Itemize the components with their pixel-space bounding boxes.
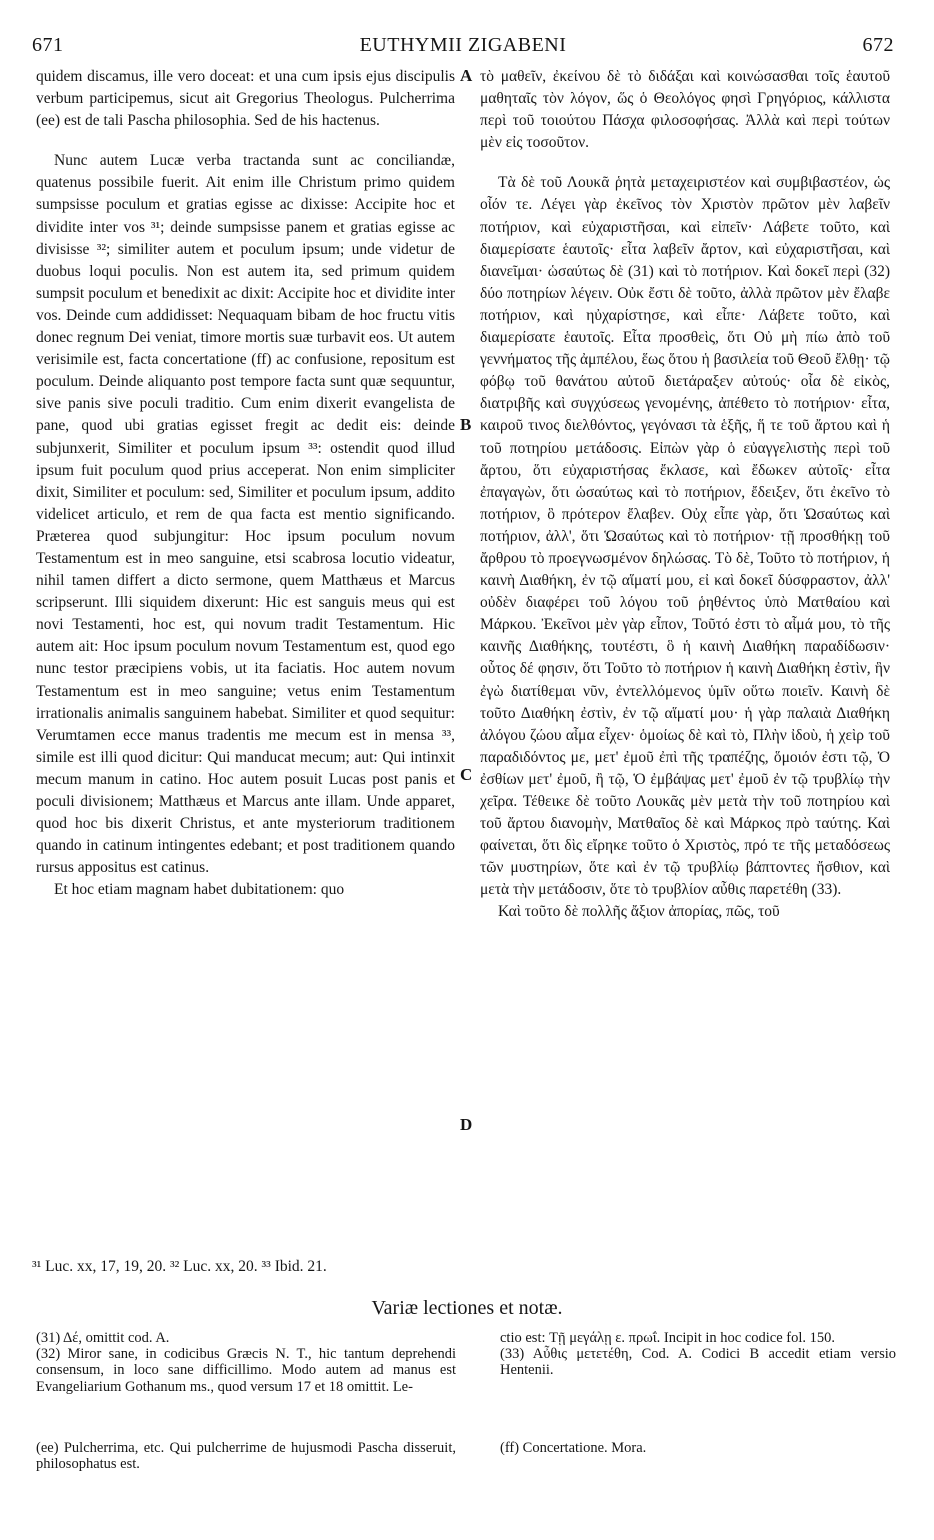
variae-notes-right <box>500 1330 896 1379</box>
variant-note: ctio est: Τῇ μεγάλῃ ε. πρωΐ. Incipit in hoc codice fol. 150. <box>500 1330 836 1346</box>
page-number-right: 672 <box>862 34 894 56</box>
variant-note: (33) Αὖθις μετετέθη, Cod. A. Codici B accedit etiam versio Hentenii. <box>500 1346 896 1379</box>
greek-column <box>480 66 890 924</box>
variant-note: (31) Δέ, omittit cod. A. <box>36 1330 170 1346</box>
margin-marker-b: B <box>460 415 472 434</box>
footnote-ee: (ee) Pulcherrima, etc. Qui pulcherrime de hujusmodi Pascha disseruit, philosophatus est. <box>36 1440 456 1473</box>
margin-marker-a: A <box>460 66 473 85</box>
page-number-left: 671 <box>32 34 64 56</box>
variant-note: (32) Miror sane, in codicibus Græcis N. T., hic tantum deprehendi consensum, in loco sane difficillimo. Modo autem ad manus est Evangeliarium Gothanum ms., quod versum 17 et 18 omittit. Le- <box>36 1346 456 1395</box>
latin-paragraph: quidem discamus, ille vero doceat: et una cum ipsis ejus discipulis verbum participemus, sicut ait Gregorius Theologus. Pulcherrima (ee) est de tali Pascha philosophia. Sed de his hactenus. <box>36 68 455 130</box>
latin-column <box>36 66 455 901</box>
page-header <box>32 34 894 60</box>
variae-lectiones-title: Variæ lectiones et notæ. <box>371 1297 563 1319</box>
running-title: EUTHYMII ZIGABENI <box>359 34 567 56</box>
footnote-ff: (ff) Concertatione. Mora. <box>500 1440 647 1456</box>
margin-marker-d: D <box>460 1115 473 1134</box>
variae-notes-left <box>36 1330 456 1395</box>
greek-paragraph: Τὰ δὲ τοῦ Λουκᾶ ῥητὰ μεταχειριστέον καὶ συμβιβαστέον, ὡς οἷόν τε. Λέγει γὰρ ἐκεῖνος τὸν Χριστὸν πρῶτον μὲν λαβεῖν ποτήριον, καὶ εὐχαριστῆσαι, καὶ εἰπεῖν· Λάβετε τοῦτο, καὶ διαμερίσατε ἑαυτοῖς· εἶτα λαβεῖν ἄρτον, καὶ εὐχαριστῆσαι, καὶ διανεῖμαι· ὡσαύτως δὲ (31) καὶ τὸ ποτήριον. Καὶ δοκεῖ περὶ (32) δύο ποτηρίων λέγειν. Οὐκ ἔστι δὲ τοῦτο, ἀλλὰ πρῶτον μὲν ἔλαβε ποτήριον, καὶ ηὐχαρίστησε, καὶ εἶπε· Λάβετε τοῦτο, καὶ διαμερίσατε ἑαυτοῖς. Εἶτα προσθεὶς, ὅτι Οὐ μὴ πίω ἀπὸ τοῦ γεννήματος τῆς ἀμπέλου, ἕως ὅτου ἡ βασιλεία τοῦ Θεοῦ ἔλθῃ· τῷ φόβῳ τοῦ θανάτου αὐτοῦ διετάραξεν αὐτούς· οἷα δὲ εἰκὸς, διατριβῆς καὶ συγχύσεως γενομένης, ἀπέθετο τὸ ποτήριον· εἶτα, καιροῦ τινος διελθόντος, γεγόνασι τὰ ἑξῆς, ἥ τε τοῦ ἄρτου καὶ ἡ τοῦ ποτηρίου μετάδοσις. Εἰπὼν γὰρ ὁ εὐαγγελιστὴς περὶ τοῦ ἄρτου, ὅτι εὐχαριστήσας ἔκλασε, καὶ ἔδωκεν αὐτοῖς· εἶτα ἐπαγαγὼν, ὅτι ὡσαύτως καὶ τὸ ποτήριον, ἔδειξεν, ὅτι ἐκεῖνο τὸ ποτήριον, ὃ πρότερον ἔλαβεν. Οὐχ εἶπε γὰρ, ὅτι Ὡσαύτως καὶ ποτήριον, ἀλλ', ὅτι Ὡσαύτως καὶ τὸ ποτήριον· τῇ προσθήκῃ τοῦ ἄρθρου τὸ προεγνωσμένον δηλώσας. Τὸ δὲ, Τοῦτο τὸ ποτήριον, ἡ καινὴ Διαθήκη, ἐν τῷ αἵματί μου, εἰ καὶ δοκεῖ δύσφραστον, ἀλλ' οὐδὲν διαφέρει τοῦ λόγου τοῦ ῥηθέντος ὑπὸ Ματθαίου καὶ Μάρκου. Ἐκεῖνοι μὲν γὰρ εἶπον, Τοῦτό ἐστι τὸ αἷμά μου, τὸ τῆς καινῆς Διαθήκης, τουτέστι, ὃ ἡ καινὴ Διαθήκη παραδίδωσιν· οὗτος δέ φησιν, ὅτι Τοῦτο τὸ ποτήριον ἡ καινὴ Διαθήκη ἐστὶν, ἣν ἐγὼ διατίθεμαι νῦν, ἐντελλόμενος ὑμῖν οὕτω ποιεῖν. Καινὴ δὲ τοῦτο Διαθήκη ἐστὶν, ἐν τῷ αἵματί μου· ἡ γὰρ παλαιὰ Διαθήκη ἀλόγου ζώου αἷμα εἶχεν· ὁμοίως δὲ καὶ τὸ, Πλὴν ἰδοὺ, ἡ χεὶρ τοῦ παραδιδόντος με, μετ' ἐμοῦ ἐπὶ τῆς τραπέζης, ὅμοιόν ἐστι τῷ, Ὁ ἐσθίων μετ' ἐμοῦ, ἢ τῷ, Ὁ ἐμβάψας μετ' ἐμοῦ ἐν τῷ τρυβλίῳ τὴν χεῖρα. Τέθεικε δὲ τοῦτο Λουκᾶς μὲν μετὰ τὴν τοῦ ποτηρίου καὶ τοῦ ἄρτου διανομὴν, Ματθαῖος δὲ καὶ Μάρκος πρὸ ταύτης. Καὶ φαίνεται, ὅτι δὶς εἴρηκε τοῦτο ὁ Χριστὸς, πρό τε τῆς μεταδόσεως τῶν μυστηρίων, ὅτε καὶ ἐν τῷ τρυβλίῳ βάπτοντες ἤσθιον, καὶ μετὰ τὴν μετάδοσιν, ὅτε τὸ τρυβλίον αὖθις παρετέθη (33). <box>480 174 890 899</box>
greek-paragraph: Καὶ τοῦτο δὲ πολλῆς ἄξιον ἀπορίας, πῶς, τοῦ <box>498 903 780 921</box>
margin-marker-c: C <box>460 765 473 784</box>
scripture-references: ³¹ Luc. xx, 17, 19, 20. ³² Luc. xx, 20. ³³ Ibid. 21. <box>32 1258 327 1275</box>
greek-paragraph: τὸ μαθεῖν, ἐκείνου δὲ τὸ διδάξαι καὶ κοινώσασθαι τοῖς ἑαυτοῦ μαθηταῖς τὸν λόγον, ὥς ὁ Θεολόγος φησὶ Γρηγόριος, κάλλιστα περὶ τοῦ τοιούτου Πάσχα φιλοσοφήσας. Ἀλλὰ καὶ περὶ τούτων μὲν εἰς τοσοῦτον. <box>480 68 890 152</box>
latin-paragraph: Nunc autem Lucæ verba tractanda sunt ac conciliandæ, quatenus possibile fuerit. Ait enim ille Christum primo quidem sumpsisse poculum et gratias egisse ac dixisse: Accipite hoc et dividite inter vos ³¹; deinde sumpsisse panem et gratias egisse ac divisisse ³²; similiter autem et poculum ipsum; unde videtur de duobus loqui poculis. Non est autem ita, sed primum quidem sumpsit poculum et benedixit ac dixit: Accipite hoc et dividite inter vos. Deinde cum addidisset: Nequaquam bibam de hoc fructu vitis donec regnum Dei veniat, timore mortis suæ turbavit eos. Ut autem verisimile est, facta concertatione (ff) ac confusione, repositum est poculum. Deinde aliquanto post tempore facta sunt quæ sequuntur, sive panis sive poculi traditio. Cum enim dixerit evangelista de pane, quod ubi gratias egisset fregit ac dedit eis: deinde subjunxerit, Similiter et poculum ipsum ³³: ostendit quod illud ipsum fuit poculum quod prius acceperat. Non enim simpliciter dixit, Similiter et poculum: sed, Similiter et poculum ipsum, addito videlicet articulo, et rem de qua facta est mentio significando. Præterea quod subjungitur: Hoc ipsum poculum novum Testamentum est in meo sanguine, etsi scabrosa locutio videatur, nihil tamen differt a dicto sermone, quem Matthæus et Marcus scripserunt. Illi siquidem dixerunt: Hic est sanguis meus qui est novi Testamenti, hoc est, qui novum tradit Testamentum. Hic autem ait: Hoc ipsum poculum novum Testamentum est, quod ego nunc testor præcipiens vobis, ut ita faciatis. Hoc autem novum Testamentum est in meo sanguine; vetus enim Testamentum irrationalis animalis sanguinem habebat. Similiter et quod sequitur: Verumtamen ecce manus tradentis me mecum est in mensa ³³, simile est illi quod dicitur: Qui manducat mecum; aut: Qui intinxit mecum manum in catino. Hoc autem posuit Lucas post panis et poculi divisionem; Matthæus et Marcus ante illam. Unde apparet, quod hoc bis dixerit Christus, et ante mysteriorum traditionem quando in catinum intingentes edebant; et post traditionem quando rursus appositus est catinus. <box>36 152 455 877</box>
latin-paragraph: Et hoc etiam magnam habet dubitationem: quo <box>54 881 345 899</box>
